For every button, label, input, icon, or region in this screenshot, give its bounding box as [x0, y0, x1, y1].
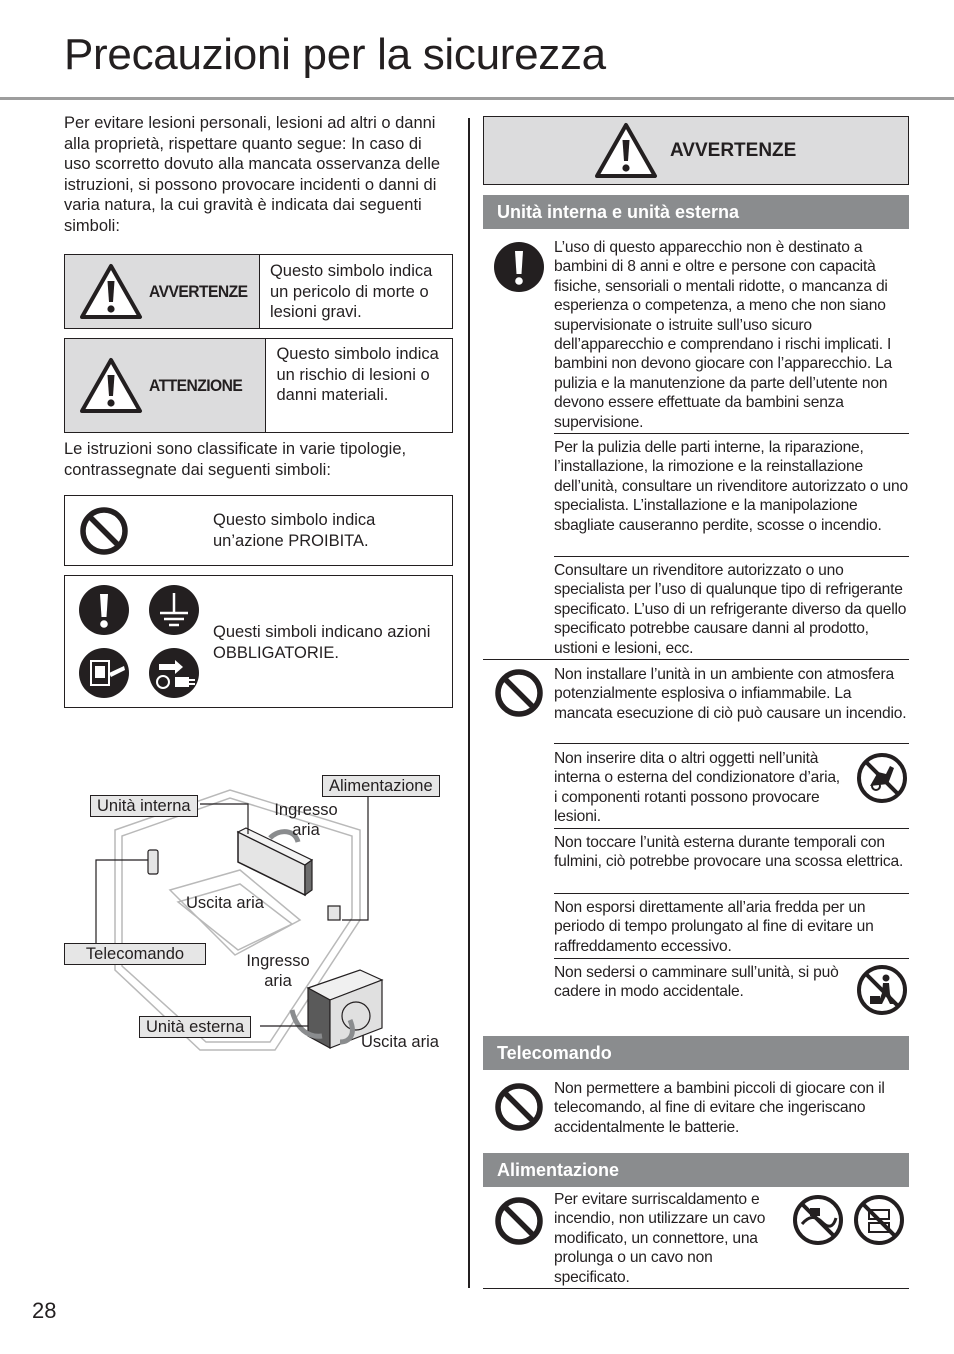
power-text: Per evitare surriscaldamento e incendio, non utilizzare un cavo modificato, un connettore, una prolunga o un cavo non specificato. — [554, 1191, 766, 1286]
prohibited-icon — [494, 668, 544, 718]
divider — [554, 893, 909, 894]
page-number: 28 — [32, 1298, 57, 1323]
divider — [554, 556, 909, 557]
mandatory-box — [64, 575, 453, 708]
exclamation-icon — [79, 585, 129, 635]
title-rule — [0, 97, 954, 100]
section-power: Alimentazione — [483, 1153, 909, 1187]
prohibited-text: Questo simbolo indica un’azione PROIBITA. — [213, 511, 376, 550]
units-mandatory-3: Consultare un rivenditore autorizzato o uno specialista per l’uso di qualunque tipo di refrigerante specificato. L’uso di un refrigerante diverso da quello specificato potrebbe causare danni al prodotto, ustioni e lesioni, ecc. — [554, 562, 907, 657]
label-air-inlet-top — [266, 800, 346, 840]
no-fingers-icon — [856, 752, 908, 804]
legend-warning-text: Questo simbolo indica un pericolo di morte o lesioni gravi. — [269, 262, 433, 321]
warning-header-box — [483, 116, 909, 185]
label-remote: Telecomando — [64, 943, 206, 965]
no-modified-cable-icon — [792, 1194, 844, 1246]
switch-off-icon — [79, 648, 129, 698]
divider — [554, 743, 909, 744]
classification-text: Le istruzioni sono classificate in varie tipologie, contrassegnate dai seguenti simboli: — [64, 440, 407, 479]
units-prohibited-5: Non sedersi o camminare sull’unità, si può cadere in modo accidentale. — [554, 964, 839, 1001]
label-air-inlet-top-line2: aria — [292, 821, 320, 839]
label-indoor-unit: Unità interna — [90, 795, 198, 817]
units-prohibited-2: Non inserire dita o altri oggetti nell’unità interna o esterna del condizionatore d’aria, i componenti rotanti possono provocare lesioni. — [554, 750, 840, 826]
label-air-outlet-2: Uscita aria — [361, 1033, 439, 1051]
prohibited-icon — [494, 1196, 544, 1246]
earth-ground-icon — [149, 585, 199, 635]
label-power: Alimentazione — [322, 775, 440, 797]
prohibited-icon — [79, 506, 129, 556]
label-air-inlet-top-line1: Ingresso — [274, 801, 338, 819]
unplug-icon — [149, 648, 199, 698]
divider — [554, 828, 909, 829]
prohibited-box — [64, 495, 453, 566]
legend-warning-label: AVVERTENZE — [149, 281, 248, 301]
units-prohibited-1: Non installare l’unità in un ambiente con atmosfera potenzialmente esplosiva o infiammabile. La mancata esecuzione di ciò può causare un incendio. — [554, 666, 907, 722]
units-prohibited-3: Non toccare l’unità esterna durante temporali con fulmini, ciò potrebbe provocare una scossa elettrica. — [554, 834, 904, 871]
legend-warning-symbol — [65, 255, 260, 328]
section-units: Unità interna e unità esterna — [483, 195, 909, 229]
no-extension-cord-icon — [853, 1194, 905, 1246]
no-sitting-icon — [856, 964, 908, 1016]
label-air-inlet-bottom-line2: aria — [264, 972, 292, 990]
page-title: Precauzioni per la sicurezza — [64, 30, 606, 79]
caution-triangle-icon — [79, 357, 143, 415]
units-prohibited-4: Non esporsi direttamente all’aria fredda per un periodo di tempo prolungato al fine di evitare un raffreddamento eccessivo. — [554, 899, 874, 955]
label-air-outlet-1: Uscita aria — [186, 894, 264, 912]
section-remote: Telecomando — [483, 1036, 909, 1070]
intro-text: Per evitare lesioni personali, lesioni ad altri o danni alla proprietà, rispettare quanto segue: In caso di uso scorretto dovuto alla mancata osservanza delle istruzioni, si possono provocare incidenti o danni di varia natura, la cui gravità è indicata dai seguenti simboli: — [64, 114, 441, 235]
legend-warning-box — [64, 254, 453, 329]
column-divider — [468, 118, 470, 1288]
units-mandatory-2: Per la pulizia delle parti interne, la riparazione, l’installazione, la rimozione e la reinstallazione dell’unità, consultare un rivenditore autorizzato o uno specialista. L’installazione e la manipolazione sbagliate causeranno perdite, scosse o incendio. — [554, 439, 908, 534]
label-air-inlet-bottom-line1: Ingresso — [246, 952, 310, 970]
label-outdoor-unit: Unità esterna — [139, 1016, 251, 1038]
label-air-inlet-bottom — [238, 951, 318, 991]
legend-caution-text: Questo simbolo indica un rischio di lesioni o danni materiali. — [276, 345, 439, 404]
divider — [483, 659, 909, 660]
mandatory-text: Questi simboli indicano azioni OBBLIGATORIE. — [213, 623, 431, 662]
prohibited-icon — [494, 1082, 544, 1132]
legend-caution-symbol — [65, 339, 266, 432]
remote-text: Non permettere a bambini piccoli di giocare con il telecomando, al fine di evitare che ingeriscano accidentalmente le batterie. — [554, 1080, 885, 1136]
divider — [554, 433, 909, 434]
legend-caution-box — [64, 338, 453, 433]
divider — [554, 958, 909, 959]
remote-drawing — [148, 850, 158, 874]
legend-caution-label: ATTENZIONE — [149, 375, 243, 395]
divider — [483, 1288, 909, 1289]
exclamation-icon — [494, 242, 544, 292]
warning-triangle-icon — [79, 263, 143, 321]
warning-triangle-icon — [594, 122, 658, 180]
warning-header-label: AVVERTENZE — [670, 139, 797, 161]
units-mandatory-1: L’uso di questo apparecchio non è destinato a bambini di 8 anni e oltre e persone con capacità fisiche, sensoriali o mentali ridotte, o mancanza di esperienza o competenza, a meno che non siano supervisionate o istruite sull’uso sicuro dell’apparecchio e comprendano i rischi implicati. I bambini non devono giocare con l’apparecchio. La pulizia e la manutenzione da parte dell’utente non devono essere effettuate da bambini senza supervisione. — [554, 239, 893, 431]
